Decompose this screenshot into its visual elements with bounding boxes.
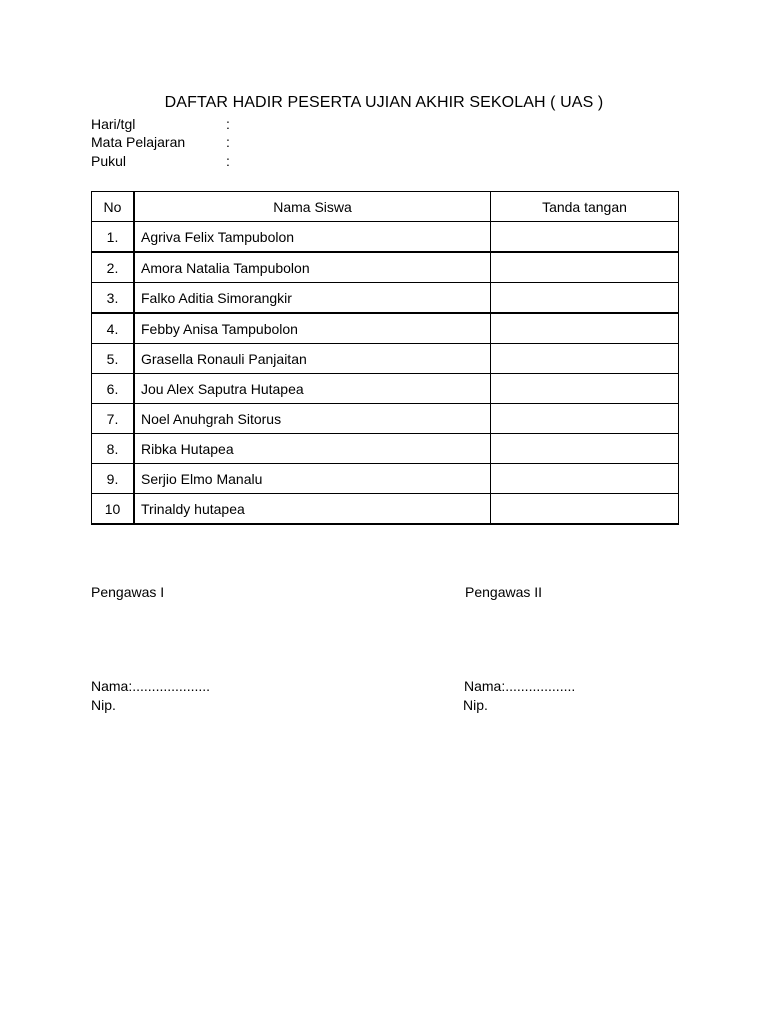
row-number: 4. <box>92 313 135 344</box>
row-number: 10 <box>92 494 135 525</box>
meta-row-pukul <box>91 153 291 172</box>
table-header-row <box>92 192 679 222</box>
row-number: 5. <box>92 344 135 374</box>
meta-colon: : <box>226 153 230 169</box>
table-row <box>92 434 679 464</box>
student-name: Amora Natalia Tampubolon <box>134 252 491 283</box>
table-row <box>92 464 679 494</box>
row-number: 7. <box>92 404 135 434</box>
signature-cell <box>491 464 679 494</box>
header-no: No <box>92 192 135 222</box>
row-number: 8. <box>92 434 135 464</box>
supervisor-name-line: Nama:.................... <box>91 678 211 694</box>
table-row <box>92 252 679 283</box>
student-name: Trinaldy hutapea <box>134 494 491 525</box>
meta-row-hari-tgl <box>91 116 291 135</box>
row-number: 9. <box>92 464 135 494</box>
student-name: Serjio Elmo Manalu <box>134 464 491 494</box>
meta-label: Pukul <box>91 153 127 169</box>
signature-cell <box>491 222 679 253</box>
student-name: Agriva Felix Tampubolon <box>134 222 491 253</box>
supervisor-role: Pengawas I <box>91 584 165 600</box>
table-row <box>92 374 679 404</box>
row-number: 2. <box>92 252 135 283</box>
student-name: Ribka Hutapea <box>134 434 491 464</box>
student-name: Falko Aditia Simorangkir <box>134 283 491 314</box>
page-title: DAFTAR HADIR PESERTA UJIAN AKHIR SEKOLAH ( UAS ) <box>164 94 604 111</box>
signature-cell <box>491 434 679 464</box>
meta-colon: : <box>226 116 230 132</box>
row-number: 1. <box>92 222 135 253</box>
signature-cell <box>491 252 679 283</box>
table-row <box>92 344 679 374</box>
student-name: Febby Anisa Tampubolon <box>134 313 491 344</box>
table-row <box>92 404 679 434</box>
header-signature: Tanda tangan <box>491 192 679 222</box>
signature-cell <box>491 283 679 314</box>
supervisor-nip-line: Nip. <box>463 697 488 713</box>
student-name: Jou Alex Saputra Hutapea <box>134 374 491 404</box>
table-row <box>92 283 679 314</box>
student-name: Grasella Ronauli Panjaitan <box>134 344 491 374</box>
signature-cell <box>491 344 679 374</box>
meta-row-mata-pelajaran <box>91 134 291 153</box>
signature-cell <box>491 404 679 434</box>
supervisor-nip-line: Nip. <box>91 697 116 713</box>
student-name: Noel Anuhgrah Sitorus <box>134 404 491 434</box>
meta-label: Hari/tgl <box>91 116 136 132</box>
signature-cell <box>491 313 679 344</box>
row-number: 6. <box>92 374 135 404</box>
table-row <box>92 313 679 344</box>
meta-colon: : <box>226 134 230 150</box>
table-row <box>92 494 679 525</box>
supervisor-role: Pengawas II <box>465 584 543 600</box>
table-row <box>92 222 679 253</box>
meta-label: Mata Pelajaran <box>91 134 186 150</box>
attendance-table <box>91 191 679 525</box>
signature-cell <box>491 494 679 525</box>
supervisor-name-line: Nama:.................. <box>464 678 576 694</box>
header-name: Nama Siswa <box>134 192 491 222</box>
row-number: 3. <box>92 283 135 314</box>
signature-cell <box>491 374 679 404</box>
